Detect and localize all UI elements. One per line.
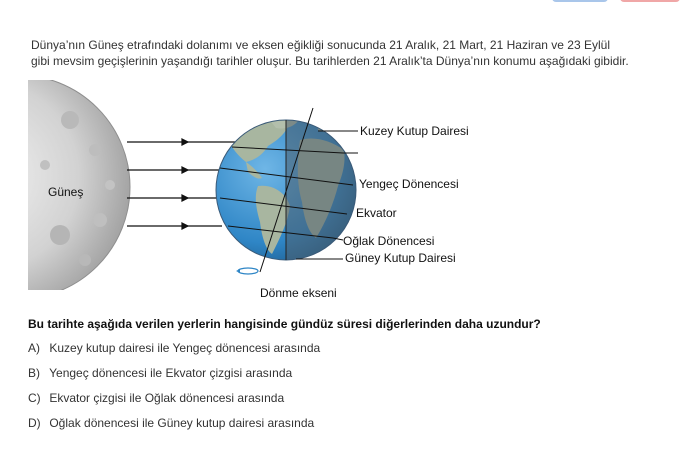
label-arctic-circle: Kuzey Kutup Dairesi: [360, 124, 469, 138]
option-letter: D): [28, 416, 41, 430]
option-letter: A): [28, 341, 40, 355]
option-text: Ekvator çizgisi ile Oğlak dönencesi arasında: [49, 391, 285, 405]
label-tropic-capricorn: Oğlak Dönencesi: [343, 234, 435, 248]
label-antarctic-circle: Güney Kutup Dairesi: [345, 251, 456, 265]
option-text: Yengeç dönencesi ile Ekvator çizgisi arasında: [49, 366, 293, 380]
option-letter: C): [28, 391, 41, 405]
rotation-arrow-icon: [236, 268, 258, 274]
option-text: Oğlak dönencesi ile Güney kutup dairesi arasında: [49, 416, 315, 430]
intro-line-1: Dünya’nın Güneş etrafındaki dolanımı ve eksen eğikliği sonucunda 21 Aralık, 21 Mart, 21 Haziran ve 23 Eylül: [31, 38, 610, 52]
label-tropic-cancer: Yengeç Dönencesi: [359, 177, 459, 191]
answer-options: [28, 340, 320, 440]
question-text: Bu tarihte aşağıda verilen yerlerin hangisinde gündüz süresi diğerlerinden daha uzundur?: [28, 317, 541, 331]
option-d[interactable]: [28, 415, 320, 440]
label-rotation-axis: Dönme ekseni: [260, 286, 337, 300]
option-c[interactable]: [28, 390, 320, 415]
option-letter: B): [28, 366, 40, 380]
option-a[interactable]: [28, 340, 320, 365]
option-text: Kuzey kutup dairesi ile Yengeç dönencesi arasında: [49, 341, 321, 355]
option-b[interactable]: [28, 365, 320, 390]
label-equator: Ekvator: [356, 206, 397, 220]
sun-label: Güneş: [48, 185, 84, 199]
intro-line-2: gibi mevsim geçişlerinin yaşandığı tarihler oluşur. Bu tarihlerden 21 Aralık’ta Dünya’nın konumu aşağıdaki gibidir.: [31, 54, 629, 68]
